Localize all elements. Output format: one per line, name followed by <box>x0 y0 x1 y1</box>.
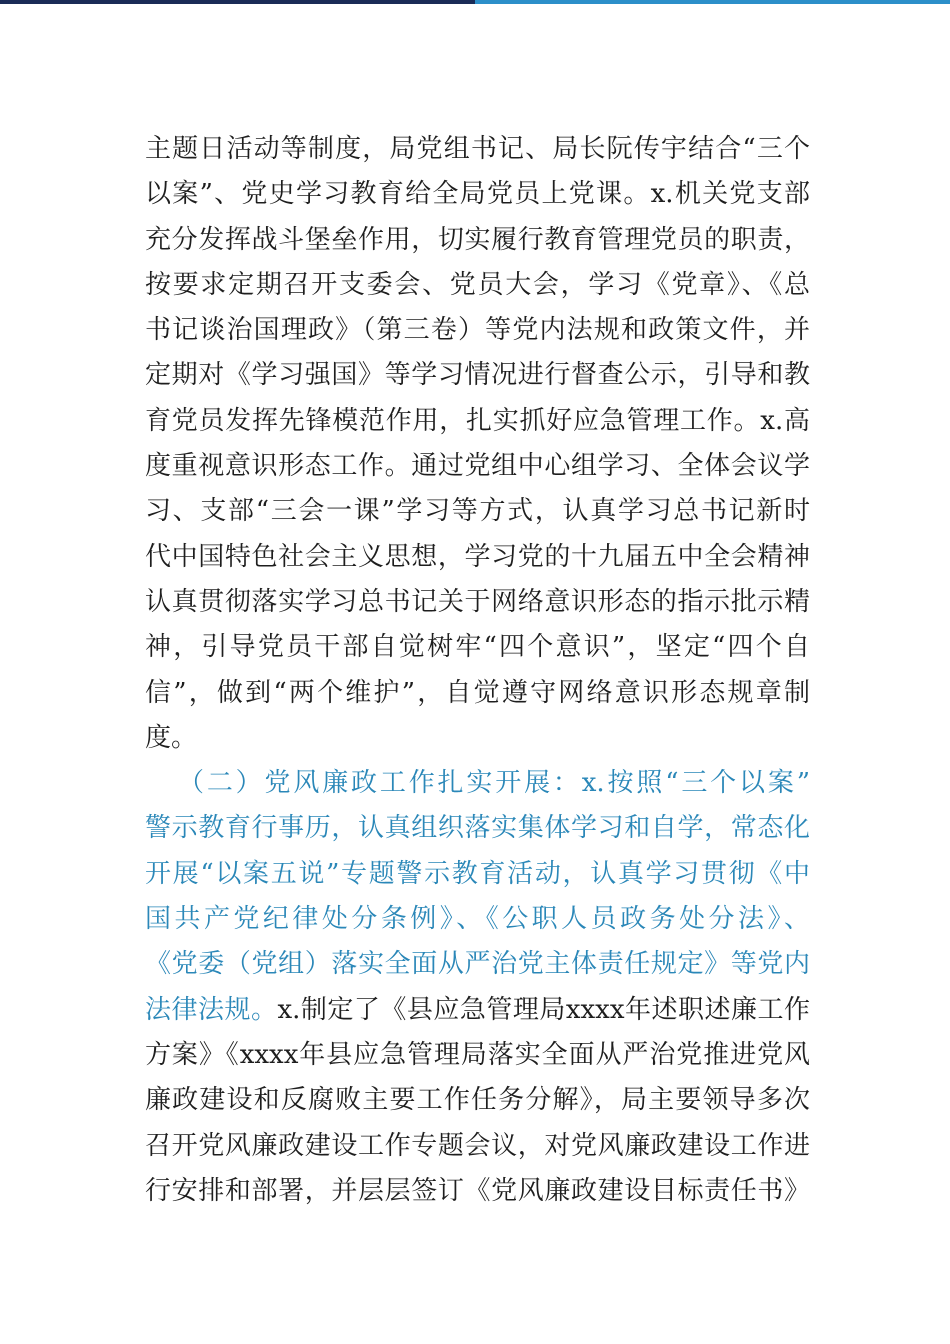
paragraph-1 <box>145 127 810 761</box>
paragraph-2 <box>145 761 810 1214</box>
paragraph-1-line: 度。 <box>145 722 198 753</box>
paragraph-2-blue-segment: 法律法规。 <box>145 994 278 1025</box>
paragraph-1-line: 习、支部“三会一课”学习等方式，认真学习总书记新时 <box>145 496 810 527</box>
top-color-rule <box>0 0 950 4</box>
paragraph-1-line: 充分发挥战斗堡垒作用，切实履行教育管理党员的职责， <box>145 224 810 255</box>
top-rule-light-segment <box>475 0 950 4</box>
paragraph-1-line: 认真贯彻落实学习总书记关于网络意识形态的指示批示精 <box>145 586 810 617</box>
paragraph-1-line: 神，引导党员干部自觉树牢“四个意识”，坚定“四个自 <box>145 632 810 663</box>
paragraph-2-line: 召开党风廉政建设工作专题会议，对党风廉政建设工作进 <box>145 1130 810 1161</box>
paragraph-2-black-segment: x.制定了《县应急管理局xxxx年述职述廉工作 <box>277 994 810 1025</box>
paragraph-2-blue-line: 警示教育行事历，认真组织落实集体学习和自学，常态化 <box>145 813 810 844</box>
paragraph-1-line: 按要求定期召开支委会、党员大会，学习《党章》、《总 <box>145 269 810 300</box>
paragraph-1-line: 度重视意识形态工作。通过党组中心组学习、全体会议学 <box>145 451 810 482</box>
paragraph-1-line: 以案”、党史学习教育给全局党员上党课。x.机关党支部 <box>145 179 810 210</box>
document-page <box>145 127 810 1214</box>
section-heading-line: （二）党风廉政工作扎实开展：x.按照“三个以案” <box>178 768 810 799</box>
paragraph-2-line: 廉政建设和反腐败主要工作任务分解》，局主要领导多次 <box>145 1085 810 1116</box>
top-rule-dark-segment <box>0 0 475 4</box>
paragraph-1-line: 信”，做到“两个维护”，自觉遵守网络意识形态规章制 <box>145 677 810 708</box>
paragraph-2-mixed-line <box>145 988 810 1033</box>
paragraph-1-line: 主题日活动等制度，局党组书记、局长阮传宇结合“三个 <box>145 134 810 164</box>
paragraph-1-line: 育党员发挥先锋模范作用，扎实抓好应急管理工作。x.高 <box>145 405 810 436</box>
paragraph-1-line: 书记谈治国理政》（第三卷）等党内法规和政策文件，并 <box>145 315 810 346</box>
paragraph-2-line: 方案》《xxxx年县应急管理局落实全面从严治党推进党风 <box>145 1039 810 1070</box>
paragraph-1-line: 代中国特色社会主义思想，学习党的十九届五中全会精神 <box>145 541 810 572</box>
paragraph-2-blue-line: 开展“以案五说”专题警示教育活动，认真学习贯彻《中 <box>145 858 810 889</box>
paragraph-2-blue-line: 国共产党纪律处分条例》、《公职人员政务处分法》、 <box>145 904 810 935</box>
paragraph-2-line: 行安排和部署，并层层签订《党风廉政建设目标责任书》 <box>145 1175 810 1206</box>
paragraph-1-line: 定期对《学习强国》等学习情况进行督查公示，引导和教 <box>145 360 810 391</box>
paragraph-2-blue-line: 《党委（党组）落实全面从严治党主体责任规定》等党内 <box>145 949 810 980</box>
